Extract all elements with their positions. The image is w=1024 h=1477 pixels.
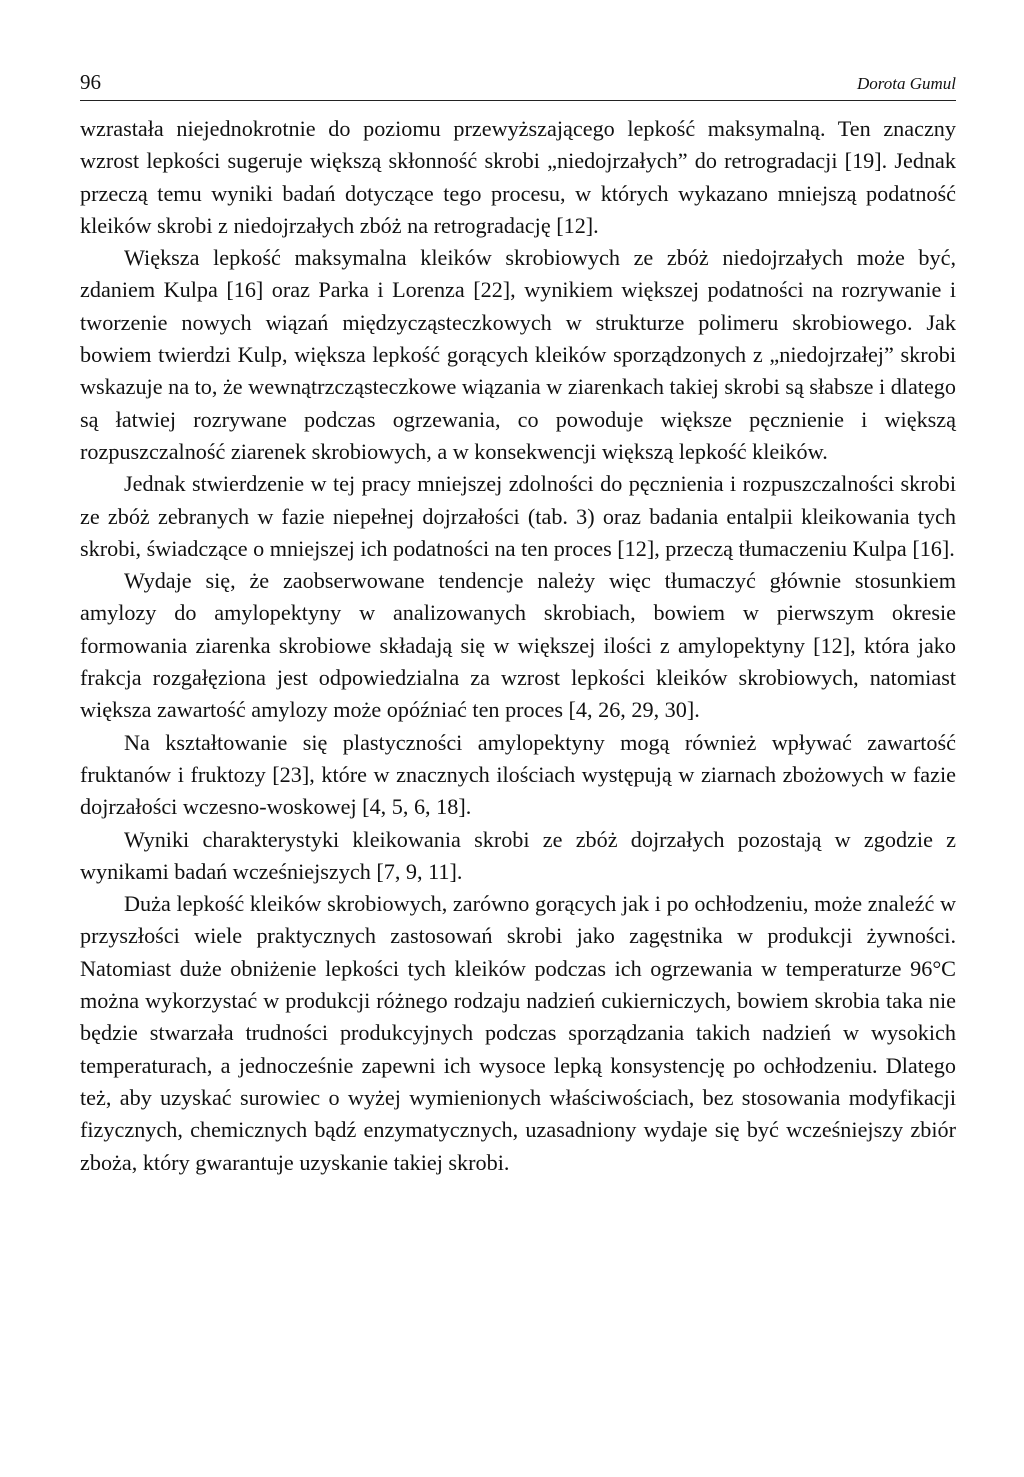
running-header	[80, 70, 956, 101]
paragraph: Jednak stwierdzenie w tej pracy mniejszej zdolności do pęcznienia i rozpuszczalności skrobi ze zbóż zebranych w fazie niepełnej dojrzałości (tab. 3) oraz badania entalpii kleikowania tych skrobi, świadczące o mniejszej ich podatności na ten proces [12], przeczą tłumaczeniu Kulpa [16].	[80, 471, 956, 561]
paragraph: Na kształtowanie się plastyczności amylopektyny mogą również wpływać zawartość fruktanów i fruktozy [23], które w znacznych ilościach występują w ziarnach zbożowych w fazie dojrzałości wczesno-woskowej [4, 5, 6, 18].	[80, 729, 956, 820]
paragraph: Duża lepkość kleików skrobiowych, zarówno gorących jak i po ochłodzeniu, może znaleźć w przyszłości wiele praktycznych zastosowań skrobi jako zagęstnika w produkcji żywności. Natomiast duże obniżenie lepkości tych kleików podczas ich ogrzewania w temperaturze 96°C można wykorzystać w produkcji różnego rodzaju nadzień cukierniczych, bowiem skrobia taka nie będzie stwarzała trudności produkcyjnych podczas sporządzania takich nadzień w wysokich temperaturach, a jednocześnie zapewni ich wysoce lepką konsystencję po ochłodzeniu. Dlatego też, aby uzyskać surowiec o wyżej wymienionych właściwościach, bez stosowania modyfikacji fizycznych, chemicznych bądź enzymatycznych, uzasadniony wydaje się być wcześniejszy zbiór zboża, który gwarantuje uzyskanie takiej skrobi.	[80, 891, 956, 1175]
page-number: 96	[80, 70, 101, 94]
paragraph-continuation: wzrastała niejednokrotnie do poziomu przewyższającego lepkość maksymalną. Ten znaczny wzrost lepkości sugeruje większą skłonność skrobi „niedojrzałych” do retrogradacji [19]. Jednak przeczą temu wyniki badań dotyczące tego procesu, w których wykazano mniejszą podatność kleików skrobi z niedojrzałych zbóż na retrogradację [12].	[80, 116, 956, 238]
paragraph: Wyniki charakterystyki kleikowania skrobi ze zbóż dojrzałych pozostają w zgodzie z wynikami badań wcześniejszych [7, 9, 11].	[80, 826, 956, 884]
body-text	[80, 113, 956, 1179]
document-page	[80, 70, 956, 1179]
paragraph: Wydaje się, że zaobserwowane tendencje należy więc tłumaczyć głównie stosunkiem amylozy do amylopektyny w analizowanych skrobiach, bowiem w pierwszym okresie formowania ziarenka skrobiowe składają się w większej ilości z amylopektyny [12], która jako frakcja rozgałęziona jest odpowiedzialna za wzrost lepkości kleików skrobiowych, natomiast większa zawartość amylozy może opóźniać ten proces [4, 26, 29, 30].	[80, 568, 956, 723]
paragraph: Większa lepkość maksymalna kleików skrobiowych ze zbóż niedojrzałych może być, zdaniem Kulpa [16] oraz Parka i Lorenza [22], wynikiem większej podatności na rozrywanie i tworzenie nowych wiązań międzycząsteczkowych w strukturze polimeru skrobiowego. Jak bowiem twierdzi Kulp, większa lepkość gorących kleików sporządzonych z „niedojrzałej” skrobi wskazuje na to, że wewnątrzcząsteczkowe wiązania w ziarenkach takiej skrobi są słabsze i dlatego są łatwiej rozrywane podczas ogrzewania, co powoduje większe pęcznienie i większą rozpuszczalność ziarenek skrobiowych, a w konsekwencji większą lepkość kleików.	[80, 245, 956, 464]
running-author: Dorota Gumul	[856, 74, 956, 93]
